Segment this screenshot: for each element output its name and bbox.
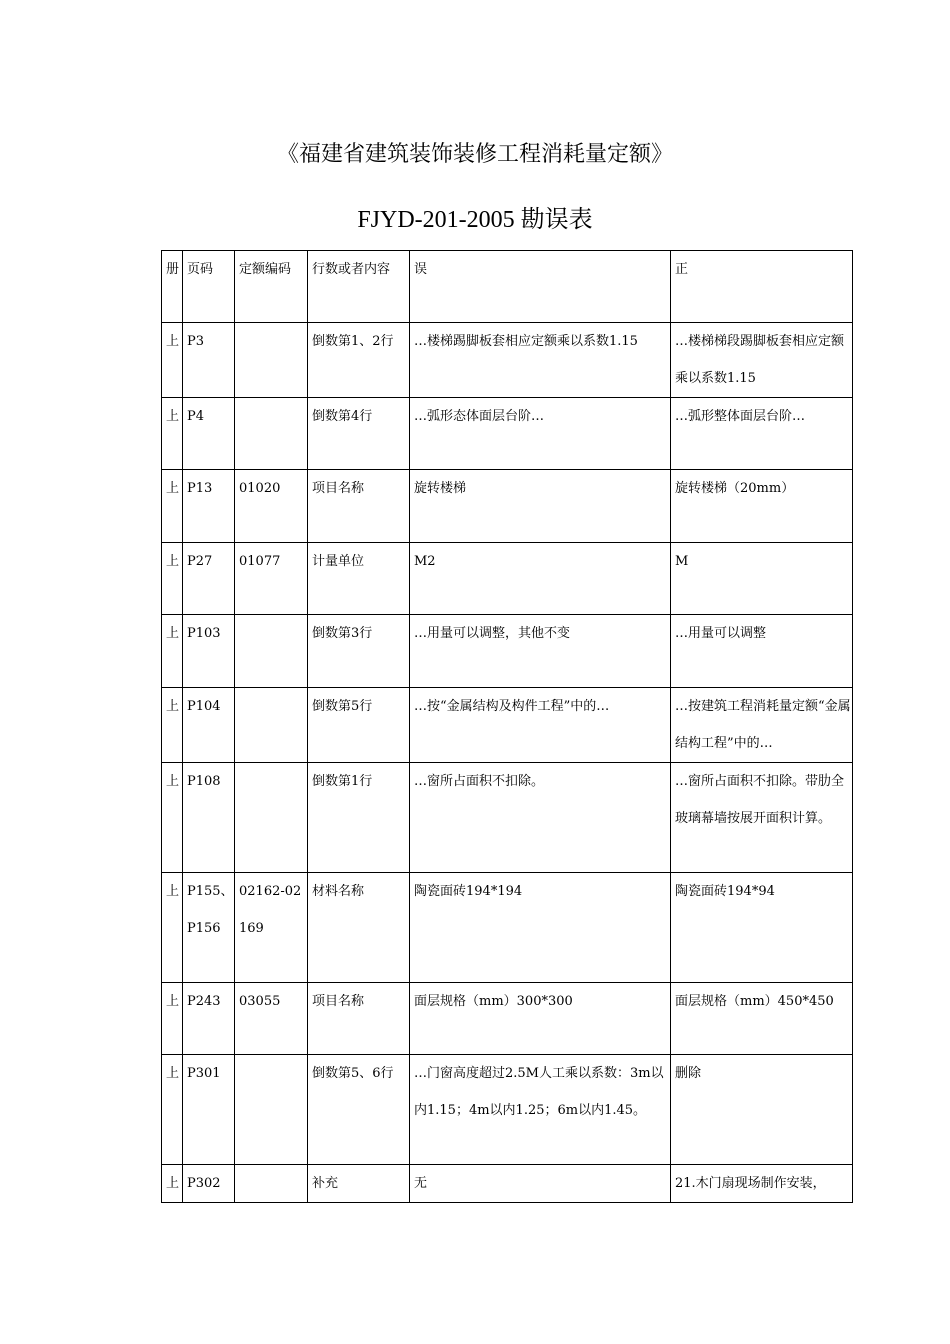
table-row — [162, 688, 853, 763]
cell-line: 倒数第1行 — [308, 763, 410, 873]
document-title: 《福建省建筑装饰装修工程消耗量定额》 — [276, 142, 673, 167]
cell-error: 面层规格（mm）300*300 — [410, 983, 671, 1055]
table-row — [162, 983, 853, 1055]
cell-line: 项目名称 — [308, 983, 410, 1055]
cell-volume: 上 — [162, 983, 183, 1055]
cell-line: 补充 — [308, 1165, 410, 1203]
cell-page: P13 — [183, 470, 235, 543]
cell-correction: M — [671, 543, 853, 615]
cell-quota-code — [235, 1055, 308, 1165]
table-row — [162, 1165, 853, 1203]
cell-error: …门窗高度超过2.5M人工乘以系数：3m以内1.15；4m以内1.25；6m以内1.45。 — [410, 1055, 671, 1165]
cell-correction: 21.木门扇现场制作安装， — [671, 1165, 853, 1203]
cell-quota-code — [235, 688, 308, 763]
table-row — [162, 763, 853, 873]
cell-error: …楼梯踢脚板套相应定额乘以系数1.15 — [410, 323, 671, 398]
cell-correction: 面层规格（mm）450*450 — [671, 983, 853, 1055]
header-volume: 册 — [162, 251, 183, 323]
table-header-row — [162, 251, 853, 323]
cell-correction: 陶瓷面砖194*94 — [671, 873, 853, 983]
cell-volume: 上 — [162, 323, 183, 398]
cell-correction: …窗所占面积不扣除。带肋全玻璃幕墙按展开面积计算。 — [671, 763, 853, 873]
cell-error: 陶瓷面砖194*194 — [410, 873, 671, 983]
cell-volume: 上 — [162, 398, 183, 470]
cell-quota-code — [235, 763, 308, 873]
table-row — [162, 873, 853, 983]
header-correction: 正 — [671, 251, 853, 323]
table-row — [162, 615, 853, 688]
document-subtitle: FJYD-201-2005 勘误表 — [357, 207, 593, 233]
cell-volume: 上 — [162, 1055, 183, 1165]
table-row — [162, 398, 853, 470]
header-error: 误 — [410, 251, 671, 323]
cell-page: P301 — [183, 1055, 235, 1165]
cell-line: 倒数第5行 — [308, 688, 410, 763]
header-line-or-content: 行数或者内容 — [308, 251, 410, 323]
cell-line: 计量单位 — [308, 543, 410, 615]
header-page: 页码 — [183, 251, 235, 323]
cell-correction: …按建筑工程消耗量定额“金属结构工程”中的… — [671, 688, 853, 763]
cell-page: P103 — [183, 615, 235, 688]
cell-quota-code — [235, 398, 308, 470]
cell-page: P243 — [183, 983, 235, 1055]
cell-volume: 上 — [162, 688, 183, 763]
cell-correction: …用量可以调整 — [671, 615, 853, 688]
table-row — [162, 543, 853, 615]
cell-quota-code: 02162-02169 — [235, 873, 308, 983]
cell-page: P104 — [183, 688, 235, 763]
cell-page: P155、P156 — [183, 873, 235, 983]
cell-error: 无 — [410, 1165, 671, 1203]
cell-volume: 上 — [162, 1165, 183, 1203]
cell-volume: 上 — [162, 543, 183, 615]
cell-error: 旋转楼梯 — [410, 470, 671, 543]
cell-page: P302 — [183, 1165, 235, 1203]
cell-line: 倒数第5、6行 — [308, 1055, 410, 1165]
cell-line: 项目名称 — [308, 470, 410, 543]
cell-quota-code: 01020 — [235, 470, 308, 543]
cell-volume: 上 — [162, 763, 183, 873]
cell-page: P3 — [183, 323, 235, 398]
cell-error: …用量可以调整，其他不变 — [410, 615, 671, 688]
cell-quota-code — [235, 1165, 308, 1203]
cell-quota-code — [235, 615, 308, 688]
cell-error: …窗所占面积不扣除。 — [410, 763, 671, 873]
cell-correction: 旋转楼梯（20mm） — [671, 470, 853, 543]
cell-volume: 上 — [162, 470, 183, 543]
cell-correction: 删除 — [671, 1055, 853, 1165]
cell-error: …弧形态体面层台阶… — [410, 398, 671, 470]
header-quota-code: 定额编码 — [235, 251, 308, 323]
table-row — [162, 1055, 853, 1165]
cell-volume: 上 — [162, 873, 183, 983]
cell-line: 倒数第3行 — [308, 615, 410, 688]
cell-line: 倒数第1、2行 — [308, 323, 410, 398]
cell-line: 倒数第4行 — [308, 398, 410, 470]
cell-line: 材料名称 — [308, 873, 410, 983]
cell-page: P27 — [183, 543, 235, 615]
cell-quota-code: 03055 — [235, 983, 308, 1055]
table-row — [162, 470, 853, 543]
cell-error: M2 — [410, 543, 671, 615]
cell-correction: …弧形整体面层台阶… — [671, 398, 853, 470]
cell-quota-code: 01077 — [235, 543, 308, 615]
cell-quota-code — [235, 323, 308, 398]
cell-correction: …楼梯梯段踢脚板套相应定额乘以系数1.15 — [671, 323, 853, 398]
table-row — [162, 323, 853, 398]
cell-error: …按“金属结构及构件工程”中的… — [410, 688, 671, 763]
cell-volume: 上 — [162, 615, 183, 688]
cell-page: P4 — [183, 398, 235, 470]
cell-page: P108 — [183, 763, 235, 873]
errata-table — [161, 250, 853, 1203]
